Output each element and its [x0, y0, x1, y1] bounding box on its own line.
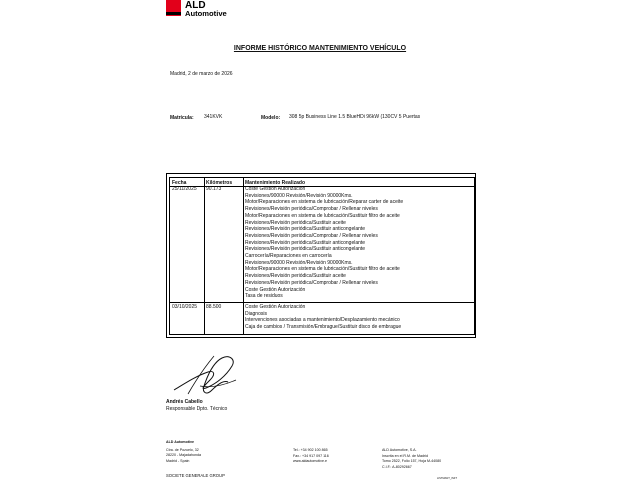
list-item: Caja de cambios / Transmisión/Embrague/Sustituir disco de embrague	[245, 324, 402, 331]
footer-legal	[382, 448, 441, 470]
footer-legal2: Inscrita en el R.M. de Madrid	[382, 453, 428, 458]
row-separator	[170, 302, 474, 303]
signer-role: Responsable Dpto. Técnico	[166, 406, 228, 412]
list-item: Revisiones/90000 Revisión/Revisión 90000Kms.	[245, 259, 353, 266]
signature-image	[170, 350, 242, 400]
list-item: Motor/Reparaciones en sistema de lubricación/Reparar carter de aceite	[245, 199, 404, 206]
model-value: 308 5p Business Line 1.5 BlueHDi 96kW (130CV 5 Puertas	[289, 114, 421, 120]
list-item: Revisiones/Revisión periódica/Sustituir anticongelante	[245, 226, 366, 233]
row2-km: 88.500	[206, 304, 222, 310]
header-fecha: Fecha	[172, 179, 187, 186]
list-item: Diagnosis	[245, 310, 267, 317]
list-item: Intervenciones asociadas a mantenimiento/Desplazamiento mecánico	[245, 317, 400, 324]
footer-addr3: Madrid - Spain	[166, 458, 190, 463]
logo-text	[185, 1, 227, 18]
col-separator-2	[243, 178, 244, 334]
plate-value: 341KVK	[204, 114, 223, 120]
list-item: Revisiones/Revisión periódica/Comprobar / Rellenar niveles	[245, 232, 378, 239]
footer-web-link[interactable]: www.aldautomotive.e	[293, 459, 327, 464]
document-code: LISTMANT_INFT	[437, 477, 458, 480]
row2-items	[245, 304, 401, 331]
footer-company: ALD Automotive	[166, 440, 195, 444]
list-item: Revisiones/Revisión periódica/Sustituir aceite	[245, 219, 346, 226]
signer-name: Andrés Cabello	[166, 399, 203, 405]
logo-brand: ALD	[185, 0, 206, 11]
row1-km: 90.173	[206, 186, 222, 192]
header-mantenimiento: Mantenimiento Realizado	[245, 179, 306, 186]
col-separator-1	[204, 178, 205, 334]
report-date: Madrid, 2 de marzo de 2026	[170, 71, 233, 77]
list-item: Revisiones/Revisión periódica/Sustituir anticongelante	[245, 246, 366, 253]
list-item: Motor/Reparaciones en sistema de lubricación/Sustituir filtro de aceite	[245, 266, 400, 273]
footer-tel: Tel.: +34 902 100 865	[293, 448, 328, 452]
model-label: Modelo:	[261, 115, 281, 121]
footer-addr2: 28220 - Majadahonda	[166, 453, 201, 458]
list-item: Coste Gestión Autorización	[245, 286, 306, 293]
plate-label: Matrícula:	[170, 115, 194, 121]
footer-address	[166, 440, 201, 464]
footer-legal1: ALD Automotive, S.A.	[382, 448, 417, 452]
footer-contact	[293, 448, 329, 465]
row2-fecha: 03/10/2025	[172, 304, 198, 310]
footer-group: SOCIETE GENERALE GROUP	[166, 473, 225, 478]
list-item: Motor/Reparaciones en sistema de lubricación/Sustituir filtro de aceite	[245, 212, 400, 219]
list-item: Coste Gestión Autorización	[245, 304, 306, 310]
list-item: Revisiones/Revisión periódica/Comprobar / Rellenar niveles	[245, 279, 378, 286]
list-item: Revisiones/Revisión periódica/Comprobar / Rellenar niveles	[245, 206, 378, 213]
footer-fax: Fax.: +34 917 097 116	[293, 453, 329, 458]
maintenance-table	[166, 173, 476, 338]
footer-addr1: Ctra. de Pozuelo, 32	[166, 447, 199, 452]
footer-legal3: Tomo 2522, Folio 157, Hoja M-44080	[382, 459, 442, 464]
logo-sub: Automotive	[185, 9, 227, 18]
maintenance-table-inner	[169, 177, 475, 335]
logo-red-square	[166, 0, 181, 16]
row1-items	[245, 186, 403, 300]
list-item: Tasa de residuos	[245, 293, 283, 300]
list-item: Carrocería/Reparaciones en carrocería	[245, 253, 332, 260]
list-item: Revisiones/Revisión periódica/Sustituir anticongelante	[245, 239, 366, 246]
list-item: Coste Gestión Autorización	[245, 186, 306, 192]
row1-fecha: 25/11/2025	[172, 186, 197, 192]
header-kilometros: Kilómetros	[206, 179, 233, 186]
list-item: Revisiones/Revisión periódica/Sustituir aceite	[245, 273, 346, 280]
list-item: Revisiones/90000 Revisión/Revisión 90000Kms.	[245, 192, 353, 199]
footer-legal4: C.I.F.: A-80292667	[382, 464, 412, 469]
report-title: INFORME HISTÓRICO MANTENIMIENTO VEHÍCULO	[233, 45, 407, 52]
